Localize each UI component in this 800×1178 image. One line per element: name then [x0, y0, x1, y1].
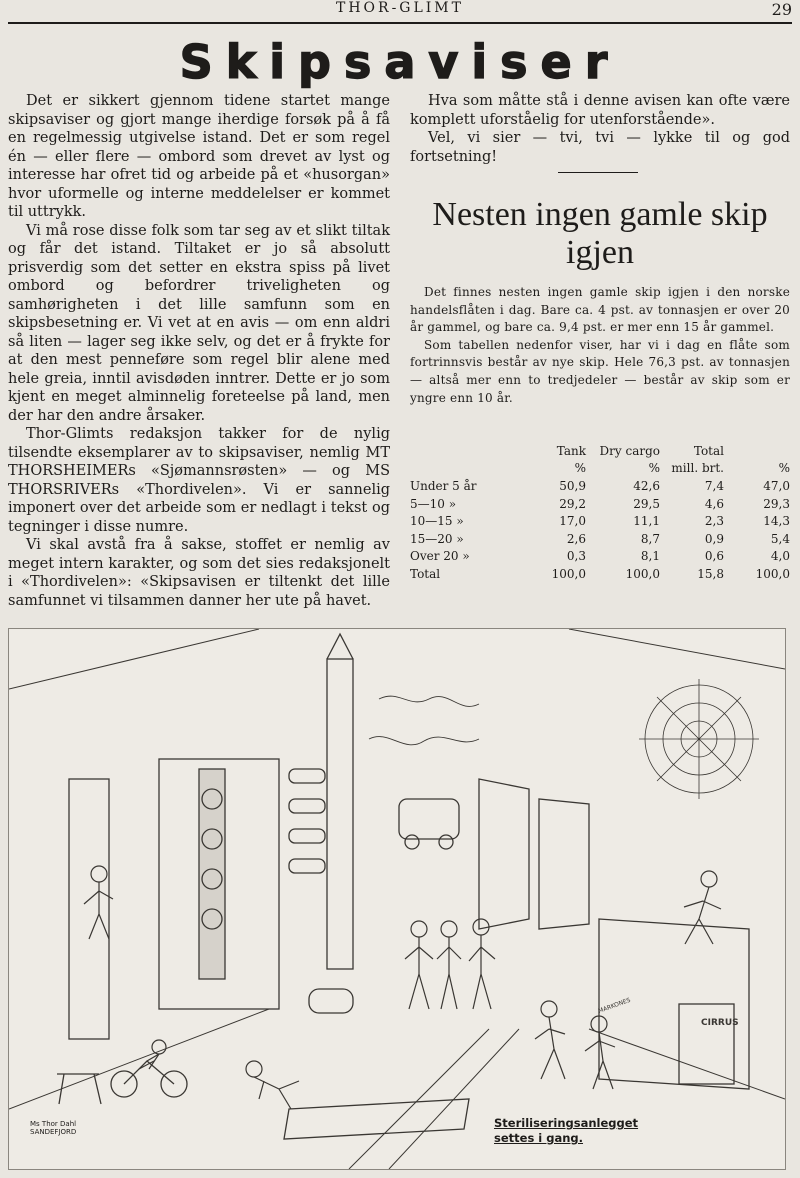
- article2-title: Nesten ingen gamle skip igjen: [432, 196, 768, 271]
- crate-label: CIRRUS: [701, 1018, 739, 1028]
- table-cell: 29,5: [633, 496, 660, 511]
- cartoon-drawing: [9, 629, 785, 1169]
- table-cell: 5,4: [770, 531, 790, 546]
- left-column: [8, 92, 390, 610]
- table-cell: 50,9: [559, 478, 586, 493]
- article2-body: [410, 284, 790, 407]
- running-title: THOR-GLIMT: [336, 0, 464, 16]
- cartoon-caption: [494, 1116, 639, 1146]
- table-cell: 47,0: [763, 478, 790, 493]
- right-column: [410, 92, 790, 166]
- table-row: [410, 565, 790, 583]
- table-cell: 100,0: [625, 566, 660, 581]
- paragraph: Som tabellen nedenfor viser, har vi i dag en flåte som fortrinnsvis består av nye skip. Hele 76,3 pst. av tonnasjen — altså mer enn to tredjedeler — består av skip som er yngre enn 10 år.: [410, 337, 790, 405]
- table-cell: 8,1: [640, 549, 660, 564]
- table-cell: 29,2: [559, 496, 586, 511]
- table-row: [410, 548, 790, 566]
- table-header-cell: mill. brt.: [671, 461, 724, 476]
- caption-line: Steriliseringsanlegget: [494, 1116, 639, 1130]
- table-cell: 100,0: [755, 566, 790, 581]
- signature-line: SANDEFJORD: [30, 1128, 77, 1136]
- table-header-row: [410, 442, 790, 460]
- table-cell: 2,6: [566, 531, 586, 546]
- table-cell: 15—20 »: [410, 531, 464, 546]
- table-header-cell: %: [648, 461, 660, 476]
- article-title: Skipsaviser: [179, 35, 621, 89]
- table-row: [410, 477, 790, 495]
- paragraph: Hva som måtte stå i denne avisen kan ofte være komplett uforståelig for utenforstående».: [410, 93, 790, 128]
- page-number: 29: [771, 0, 792, 19]
- paragraph: Thor-Glimts redaksjon takker for de nylig tilsendte eksemplarer av to skipsaviser, nemlig MT THORSHEIMERs «Sjømannsrøsten» — og MS THORSRIVERs «Thordivelen». Vi er sannelig imponert over det arbeide som er nedlagt i tekst og tegninger i disse numre.: [8, 426, 390, 535]
- table-cell: Under 5 år: [410, 478, 477, 493]
- table-header-row: [410, 460, 790, 478]
- artist-signature: [30, 1120, 76, 1136]
- table-row: [410, 495, 790, 513]
- table-cell: 14,3: [763, 514, 790, 529]
- table-header-cell: [410, 442, 506, 460]
- table-header-cell: %: [778, 461, 790, 476]
- table-header-cell: [410, 460, 506, 478]
- paragraph: Vi må rose disse folk som tar seg av et slikt tiltak og får det istand. Tiltaket er jo så absolutt prisverdig som det setter en ekstra spiss på livet ombord og befordrer triveligheten og samhørigheten i det lille samfunn som en skipsbesetning er. Vi vet at en avis — om enn aldri så liten — lager seg ikke selv, og det er å frykte for at den mest penneføre som regel blir alene med hele greia, inntil avisdøden inntrer. Dette er jo som kjent en meget alminnelig foreteelse på land, men der har den andre årsaker.: [8, 222, 390, 424]
- table-cell: 0,6: [704, 549, 724, 564]
- table-cell: 4,0: [770, 549, 790, 564]
- paragraph: Det finnes nesten ingen gamle skip igjen i den norske handelsflåten i dag. Bare ca. 4 pst. av tonnasjen er over 20 år gammel, og bare ca. 9,4 pst. er mer enn 15 år gammel.: [410, 285, 790, 335]
- table-cell: 5—10 »: [410, 496, 457, 511]
- carried-sign-label: MARKONES: [597, 996, 632, 1015]
- table-cell: Over 20 »: [410, 549, 470, 564]
- paragraph: Det er sikkert gjennom tidene startet mange skipsaviser og gjort mange iherdige forsøk på å få en regelmessig utgivelse istand. Det er som regel én — eller flere — ombord som drevet av lyst og interesse har ofret tid og arbeide på et «husorgan» hvor uformelle og interne meddelelser er kommet til uttrykk.: [8, 93, 390, 220]
- page-header: [8, 0, 792, 24]
- table-cell: 11,1: [633, 514, 660, 529]
- table-header-cell: Total: [693, 443, 724, 458]
- table-cell: 15,8: [697, 566, 724, 581]
- caption-line: settes i gang.: [494, 1131, 584, 1145]
- paragraph: Vel, vi sier — tvi, tvi — lykke til og god fortsetning!: [410, 130, 790, 165]
- fleet-age-table: [410, 442, 790, 583]
- table-cell: 0,3: [566, 549, 586, 564]
- table-header-cell: [724, 442, 790, 460]
- table-header-cell: Dry cargo: [599, 443, 660, 458]
- cartoon-illustration: [8, 628, 786, 1170]
- table-header-cell: Tank: [556, 443, 586, 458]
- table-row: [410, 512, 790, 530]
- table-row: [410, 530, 790, 548]
- table-cell: 29,3: [763, 496, 790, 511]
- table-cell: 8,7: [640, 531, 660, 546]
- table-cell: Total: [410, 566, 441, 581]
- table-header-cell: %: [574, 461, 586, 476]
- section-divider: [558, 172, 638, 173]
- table-cell: 17,0: [559, 514, 586, 529]
- table-cell: 2,3: [704, 514, 724, 529]
- table-cell: 4,6: [704, 496, 724, 511]
- table-cell: 10—15 »: [410, 514, 464, 529]
- table-cell: 7,4: [704, 478, 724, 493]
- table-cell: 100,0: [551, 566, 586, 581]
- paragraph: Vi skal avstå fra å sakse, stoffet er nemlig av meget intern karakter, og som det sies redaksjonelt i «Thordivelen»: «Skipsavisen er tiltenkt det lille samfunnet vi tilsammen danner her ute på havet.: [8, 537, 390, 609]
- table-cell: 42,6: [633, 478, 660, 493]
- table-cell: 0,9: [704, 531, 724, 546]
- signature-line: Ms Thor Dahl: [30, 1120, 77, 1128]
